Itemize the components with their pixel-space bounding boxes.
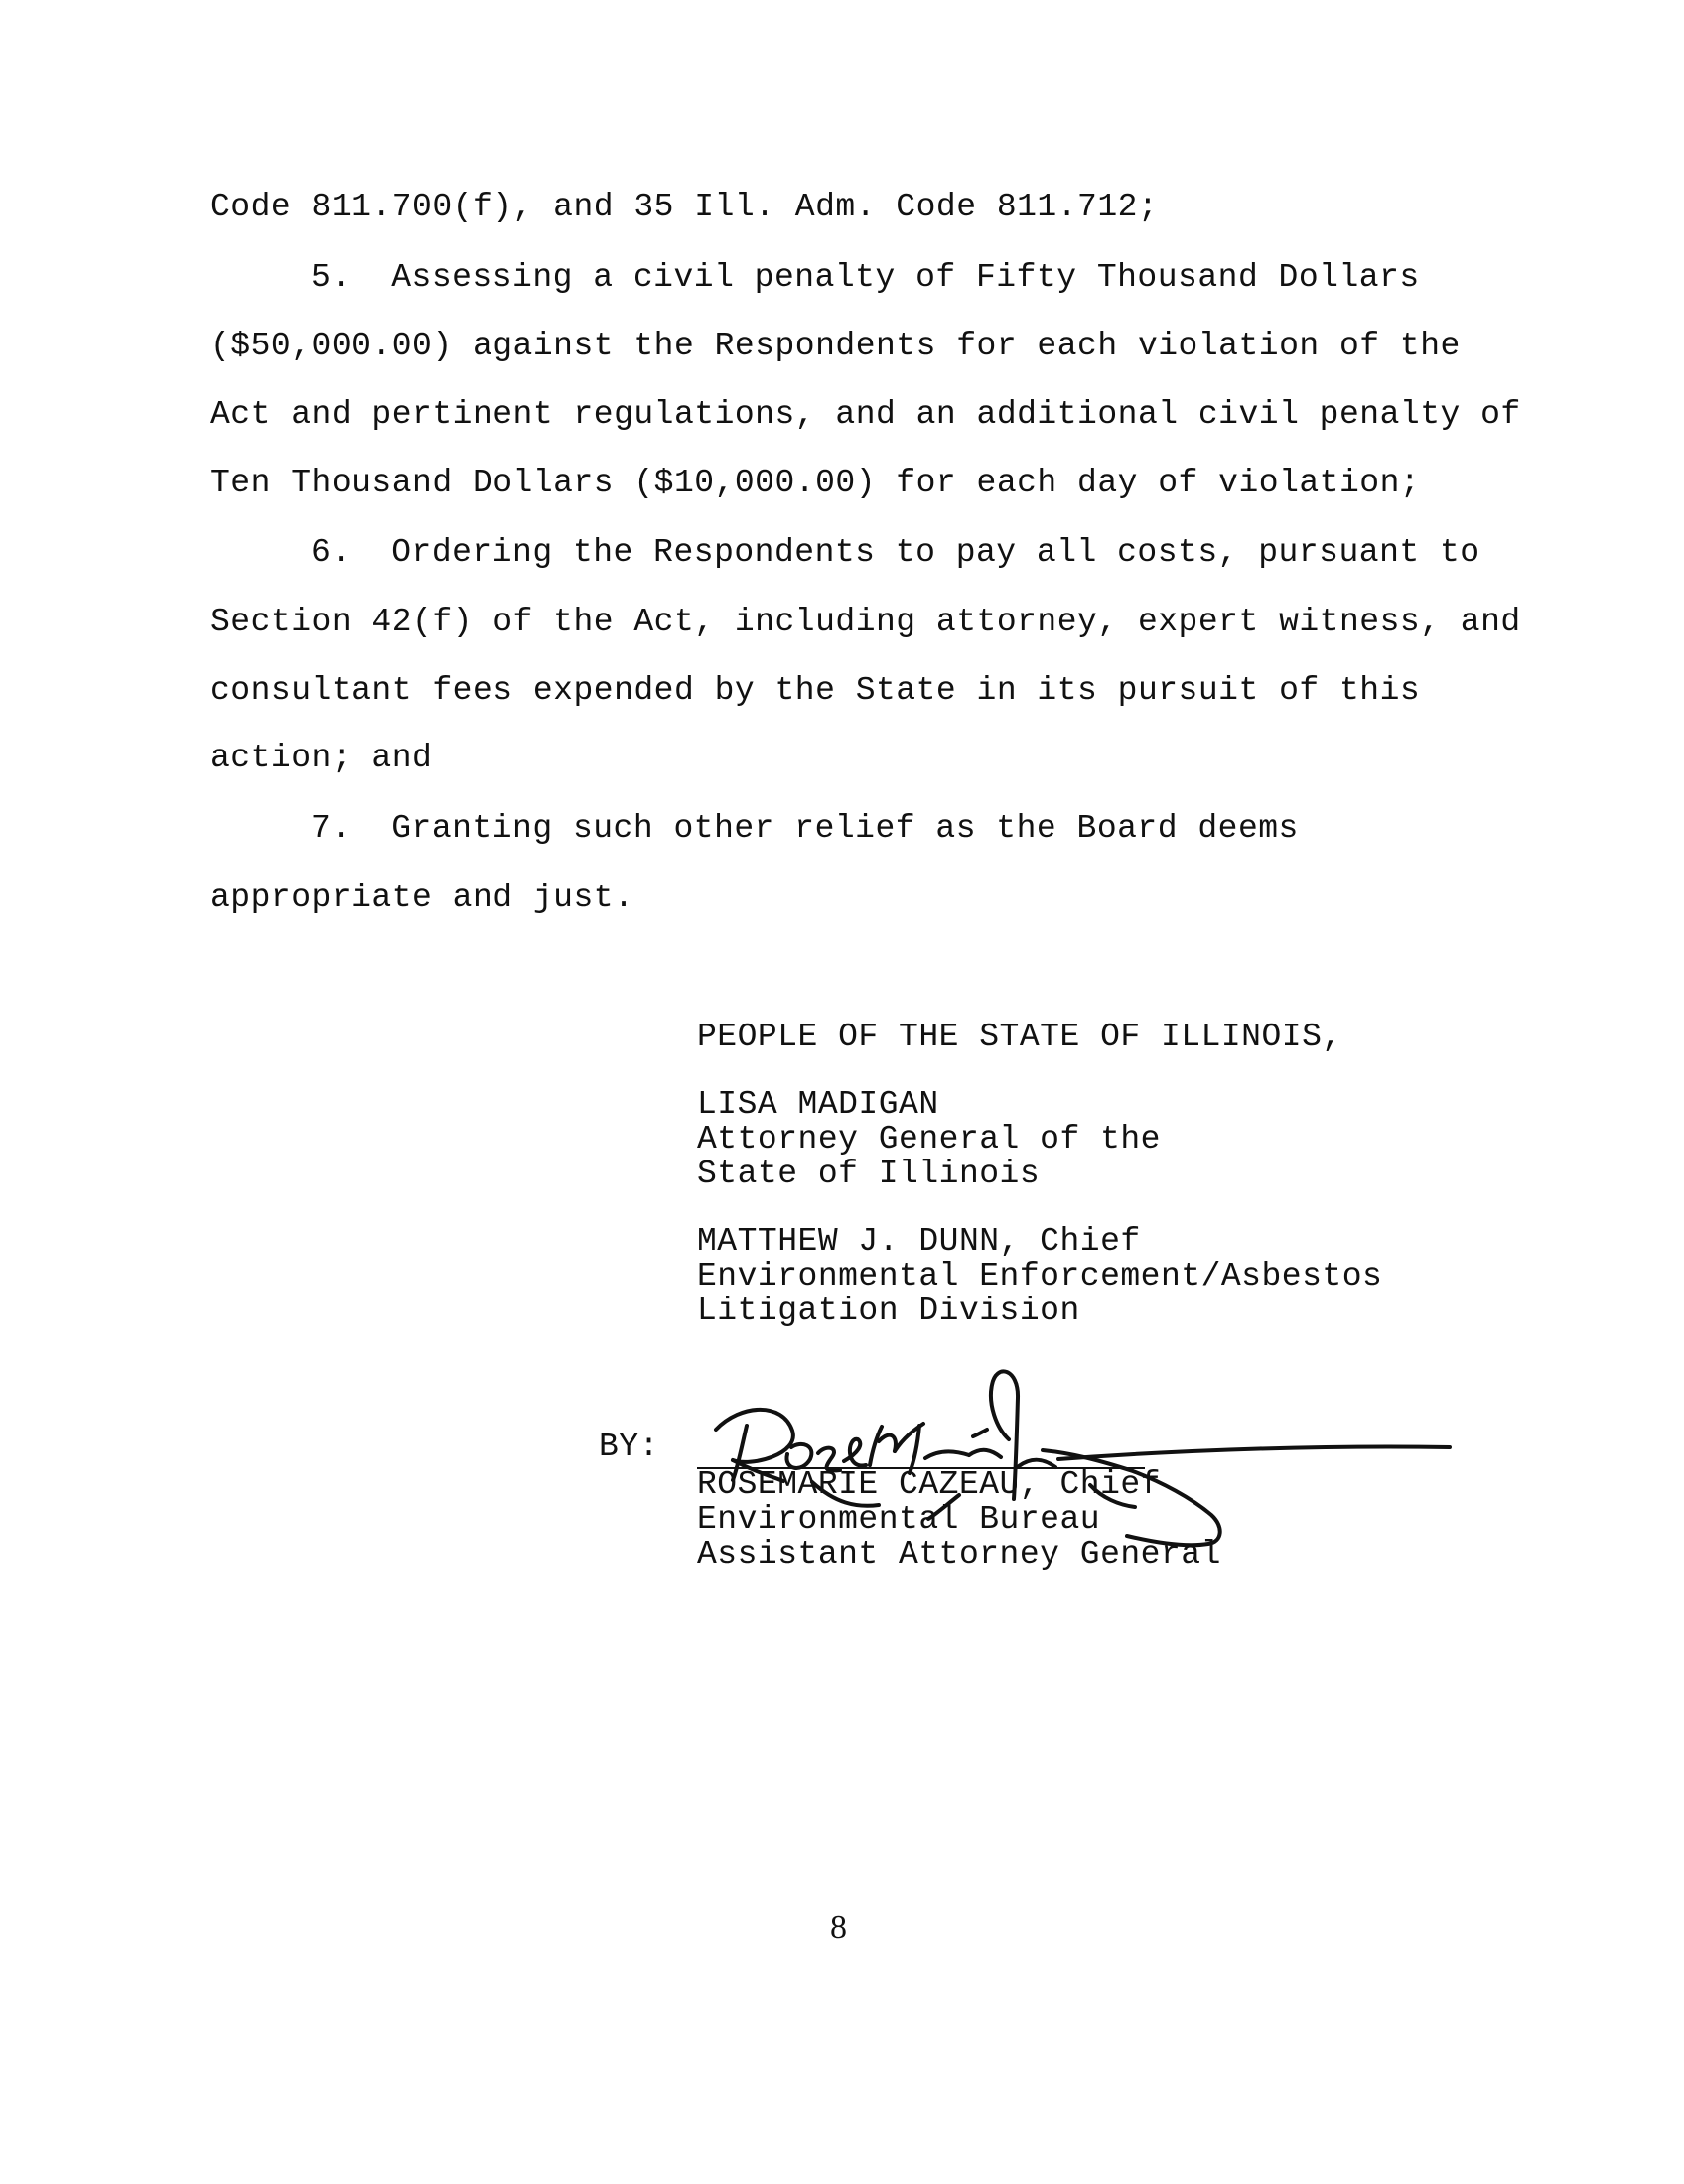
attorney-general-title-line-1: Attorney General of the (697, 1121, 1161, 1158)
paragraph-6-line-2: Section 42(f) of the Act, including attorney, expert witness, and (210, 604, 1521, 640)
page-number: 8 (830, 1909, 847, 1946)
signer-title-line-1: Environmental Bureau (697, 1501, 1101, 1538)
paragraph-5-line-1: 5. Assessing a civil penalty of Fifty Thousand Dollars (311, 259, 1420, 296)
signer-name: ROSEMARIE CAZEAU, Chief (697, 1466, 1161, 1503)
division-chief-title-line-1: Environmental Enforcement/Asbestos (697, 1258, 1383, 1295)
paragraph-6-line-3: consultant fees expended by the State in its pursuit of this (210, 672, 1421, 709)
by-label: BY: (599, 1429, 659, 1465)
paragraph-7-line-2: appropriate and just. (210, 880, 634, 916)
handwritten-signature (675, 1350, 1489, 1598)
paragraph-5-line-3: Act and pertinent regulations, and an additional civil penalty of (210, 396, 1521, 433)
attorney-general-name: LISA MADIGAN (697, 1086, 939, 1123)
attorney-general-title-line-2: State of Illinois (697, 1156, 1041, 1192)
paragraph-5-line-2: ($50,000.00) against the Respondents for each violation of the (210, 328, 1461, 364)
body-line-1: Code 811.700(f), and 35 Ill. Adm. Code 811.712; (210, 189, 1159, 225)
division-chief-title-line-2: Litigation Division (697, 1293, 1080, 1329)
signer-title-line-2: Assistant Attorney General (697, 1536, 1221, 1572)
paragraph-6-line-4: action; and (210, 740, 433, 776)
paragraph-7-line-1: 7. Granting such other relief as the Board deems (311, 810, 1299, 847)
paragraph-6-line-1: 6. Ordering the Respondents to pay all costs, pursuant to (311, 534, 1480, 571)
division-chief-name: MATTHEW J. DUNN, Chief (697, 1223, 1141, 1260)
party-name: PEOPLE OF THE STATE OF ILLINOIS, (697, 1019, 1342, 1055)
paragraph-5-line-4: Ten Thousand Dollars ($10,000.00) for each day of violation; (210, 465, 1421, 501)
